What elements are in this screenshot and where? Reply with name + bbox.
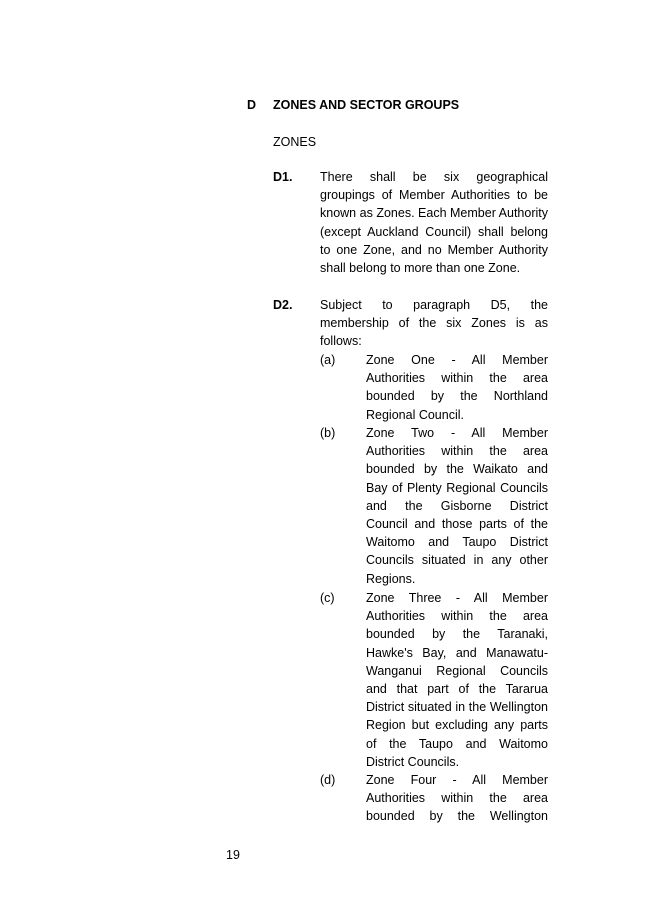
- paragraph-text-d1: There shall be six geographical groupings of Member Authorities to be known as Zones. Each Member Authority (except Auckland Council) shall belong to one Zone, and no Member Authority shall belong to more than one Zone.: [320, 170, 548, 276]
- section-letter: D: [247, 98, 257, 112]
- subparagraph-label-d: (d): [320, 773, 336, 787]
- subparagraph-text-a: Zone One - All Member Authorities within the area bounded by the Northland Regional Council.: [366, 353, 548, 422]
- paragraph-text-d2: Subject to paragraph D5, the membership of the six Zones is as follows:: [320, 298, 548, 349]
- paragraph-number-d1: D1.: [273, 170, 293, 184]
- subparagraph-text-c: Zone Three - All Member Authorities within the area bounded by the Taranaki, Hawke's Bay, and Manawatu-Wanganui Regional Councils and that part of the Tararua District situated in the Wellington Region but excluding any parts of the Taupo and Waitomo District Councils.: [366, 591, 548, 769]
- subheading-zones: ZONES: [273, 135, 317, 149]
- subparagraph-label-b: (b): [320, 426, 336, 440]
- subparagraph-text-b: Zone Two - All Member Authorities within the area bounded by the Waikato and Bay of Plenty Regional Councils and the Gisborne District Council and those parts of the Waitomo and Taupo District Councils situated in any other Regions.: [366, 426, 548, 586]
- paragraph-number-d2: D2.: [273, 298, 293, 312]
- page-number: 19: [226, 848, 240, 862]
- subparagraph-label-c: (c): [320, 591, 335, 605]
- subparagraph-text-d: Zone Four - All Member Authorities within the area bounded by the Wellington: [366, 773, 548, 824]
- subparagraph-label-a: (a): [320, 353, 336, 367]
- section-title: ZONES AND SECTOR GROUPS: [273, 98, 460, 112]
